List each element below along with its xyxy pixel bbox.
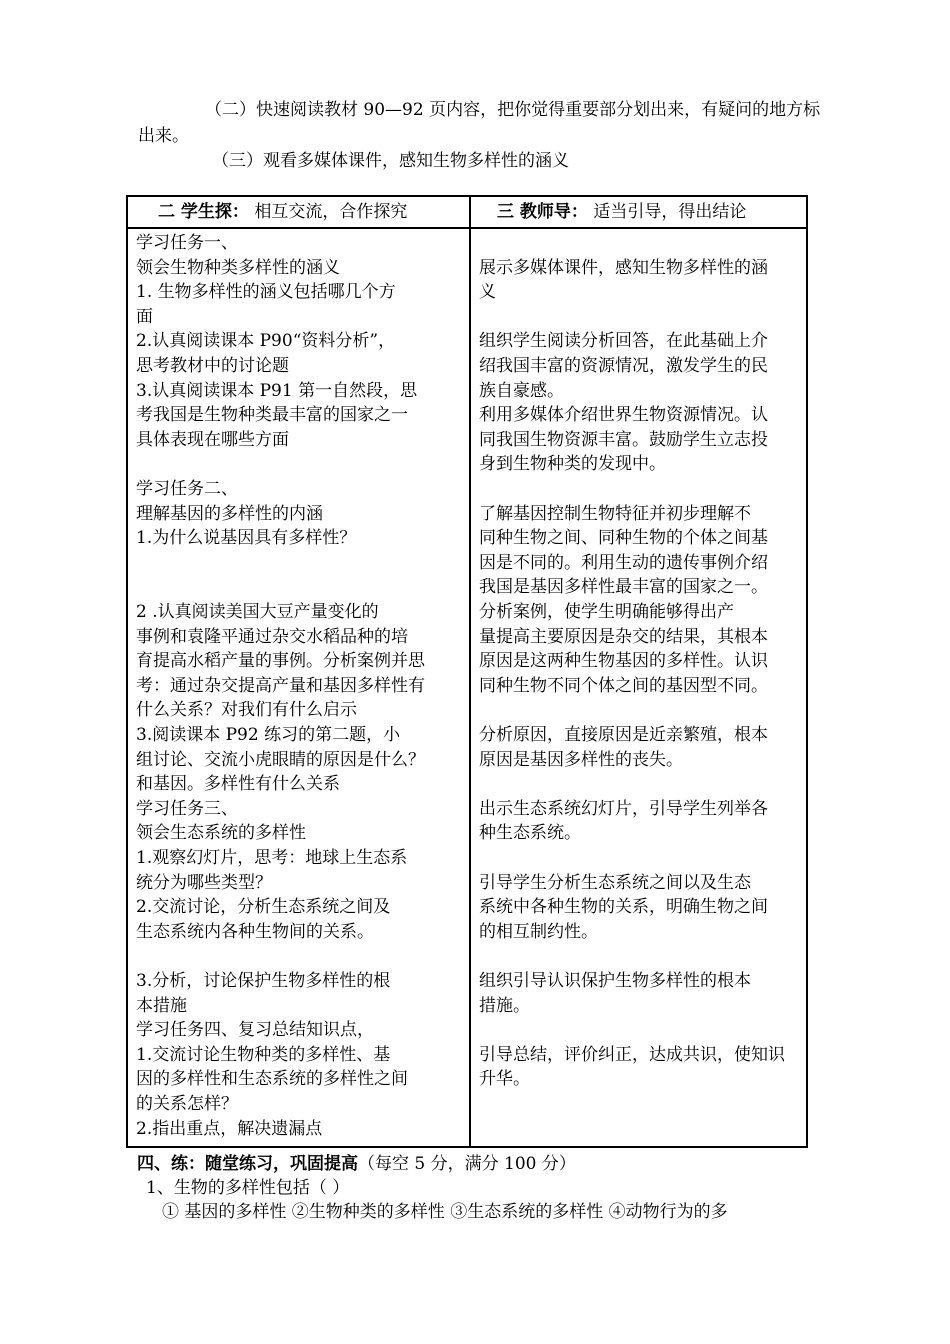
teacher-line: 量提高主要原因是杂交的结果，其根本	[479, 626, 768, 647]
intro-line-2: 出来。	[138, 126, 189, 146]
intro-line-3: （三）观看多媒体课件，感知生物多样性的涵义	[212, 151, 569, 171]
teacher-line: 种生态系统。	[479, 823, 581, 844]
teacher-line: 引导总结，评价纠正，达成共识，使知识	[479, 1044, 785, 1065]
student-header-label: 二 学生探：	[158, 202, 249, 222]
teacher-line: 义	[479, 282, 496, 303]
teacher-line: 原因是这两种生物基因的多样性。认识	[479, 651, 768, 672]
student-line: 育提高水稻产量的事例。分析案例并思	[136, 651, 425, 672]
teacher-line: 身到生物种类的发现中。	[479, 454, 666, 475]
teacher-line: 的相互制约性。	[479, 921, 598, 942]
teacher-line: 组织学生阅读分析回答，在此基础上介	[479, 331, 768, 352]
teacher-line: 同种生物不同个体之间的基因型不同。	[479, 675, 768, 696]
teacher-line: 绍我国丰富的资源情况，激发学生的民	[479, 356, 768, 376]
student-line: 2.交流讨论，分析生态系统之间及	[136, 897, 391, 918]
teacher-header-cell	[470, 196, 807, 228]
teacher-line: 利用多媒体介绍世界生物资源情况。认	[479, 405, 768, 426]
student-line: 本措施	[136, 995, 187, 1016]
student-line: 学习任务三、	[136, 798, 238, 819]
student-line: 理解基因的多样性的内涵	[136, 503, 323, 524]
student-line: 什么关系？对我们有什么启示	[136, 700, 357, 721]
student-line: 学习任务四、复习总结知识点，	[136, 1020, 374, 1041]
student-line: 因的多样性和生态系统的多样性之间	[136, 1069, 408, 1090]
student-line: 学习任务二、	[136, 479, 238, 499]
teacher-header-rest: 适当引导，得出结论	[587, 202, 747, 222]
student-line: 3.分析，讨论保护生物多样性的根	[136, 971, 391, 991]
intro-line-1: （二）快速阅读教材 90—92 页内容，把你觉得重要部分划出来，有疑问的地方标	[205, 100, 821, 120]
student-line: 的关系怎样？	[136, 1094, 238, 1114]
student-column	[127, 228, 470, 1147]
teacher-line: 系统中各种生物的关系，明确生物之间	[479, 897, 768, 918]
student-line: 组讨论、交流小虎眼睛的原因是什么？	[136, 749, 425, 770]
question-1: 1、生物的多样性包括（ ）	[146, 1178, 350, 1198]
teacher-header-label: 三 教师导：	[497, 202, 588, 222]
teacher-line: 同种生物之间、同种生物的个体之间基	[479, 528, 768, 549]
teacher-line: 了解基因控制生物特征并初步理解不	[479, 503, 751, 524]
teacher-line: 分析案例，使学生明确能够得出产	[479, 602, 734, 622]
student-line: 事例和袁隆平通过杂交水稻品种的培	[136, 626, 408, 647]
teacher-column	[470, 228, 807, 1147]
student-line: 面	[136, 306, 153, 327]
teacher-line: 原因是基因多样性的丧失。	[479, 749, 683, 770]
teacher-line: 引导学生分析生态系统之间以及生态	[479, 872, 751, 893]
student-line: 统分为哪些类型？	[136, 872, 272, 893]
student-line: 具体表现在哪些方面	[136, 429, 289, 450]
teacher-line: 族自豪感。	[479, 380, 564, 401]
student-line: 领会生物种类多样性的涵义	[136, 257, 340, 278]
student-line: 1.观察幻灯片，思考：地球上生态系	[136, 848, 408, 868]
exercise-heading-bold: 四、练：随堂练习，巩固提高	[137, 1154, 358, 1174]
student-line: 领会生态系统的多样性	[136, 823, 306, 844]
student-line: 3.阅读课本 P92 练习的第二题，小	[136, 725, 401, 745]
student-line: 考我国是生物种类最丰富的国家之一	[136, 405, 408, 426]
teacher-line: 我国是基因多样性最丰富的国家之一。	[479, 577, 768, 598]
teacher-line: 因是不同的。利用生动的遗传事例介绍	[479, 552, 768, 573]
student-header-cell	[127, 196, 470, 228]
student-line: 1.交流讨论生物种类的多样性、基	[136, 1044, 391, 1065]
lesson-table	[126, 195, 808, 1148]
student-line: 2.认真阅读课本 P90“资料分析”，	[136, 331, 396, 352]
student-line: 思考教材中的讨论题	[136, 356, 289, 376]
student-line: 2 .认真阅读美国大豆产量变化的	[136, 602, 379, 622]
question-1-options: ① 基因的多样性 ②生物种类的多样性 ③生态系统的多样性 ④动物行为的多	[162, 1202, 728, 1222]
teacher-line: 升华。	[479, 1069, 530, 1090]
exercise-heading	[137, 1153, 576, 1175]
student-line: 2.指出重点，解决遗漏点	[136, 1118, 323, 1139]
student-line: 生态系统内各种生物间的关系。	[136, 921, 374, 942]
student-line: 1. 生物多样性的涵义包括哪几个方	[136, 282, 396, 303]
exercise-heading-note: （每空 5 分，满分 100 分）	[358, 1154, 576, 1174]
student-line: 和基因。多样性有什么关系	[136, 774, 340, 795]
student-line: 1.为什么说基因具有多样性？	[136, 528, 357, 549]
teacher-line: 分析原因，直接原因是近亲繁殖，根本	[479, 725, 768, 745]
teacher-line: 措施。	[479, 995, 530, 1016]
student-line: 学习任务一、	[136, 233, 238, 253]
student-header-rest: 相互交流，合作探究	[248, 202, 408, 222]
teacher-line: 同我国生物资源丰富。鼓励学生立志投	[479, 429, 768, 450]
teacher-line: 展示多媒体课件，感知生物多样性的涵	[479, 257, 768, 278]
student-line: 3.认真阅读课本 P91 第一自然段，思	[136, 380, 418, 401]
teacher-line: 组织引导认识保护生物多样性的根本	[479, 971, 751, 991]
teacher-line: 出示生态系统幻灯片，引导学生列举各	[479, 798, 768, 819]
student-line: 考：通过杂交提高产量和基因多样性有	[136, 675, 425, 696]
